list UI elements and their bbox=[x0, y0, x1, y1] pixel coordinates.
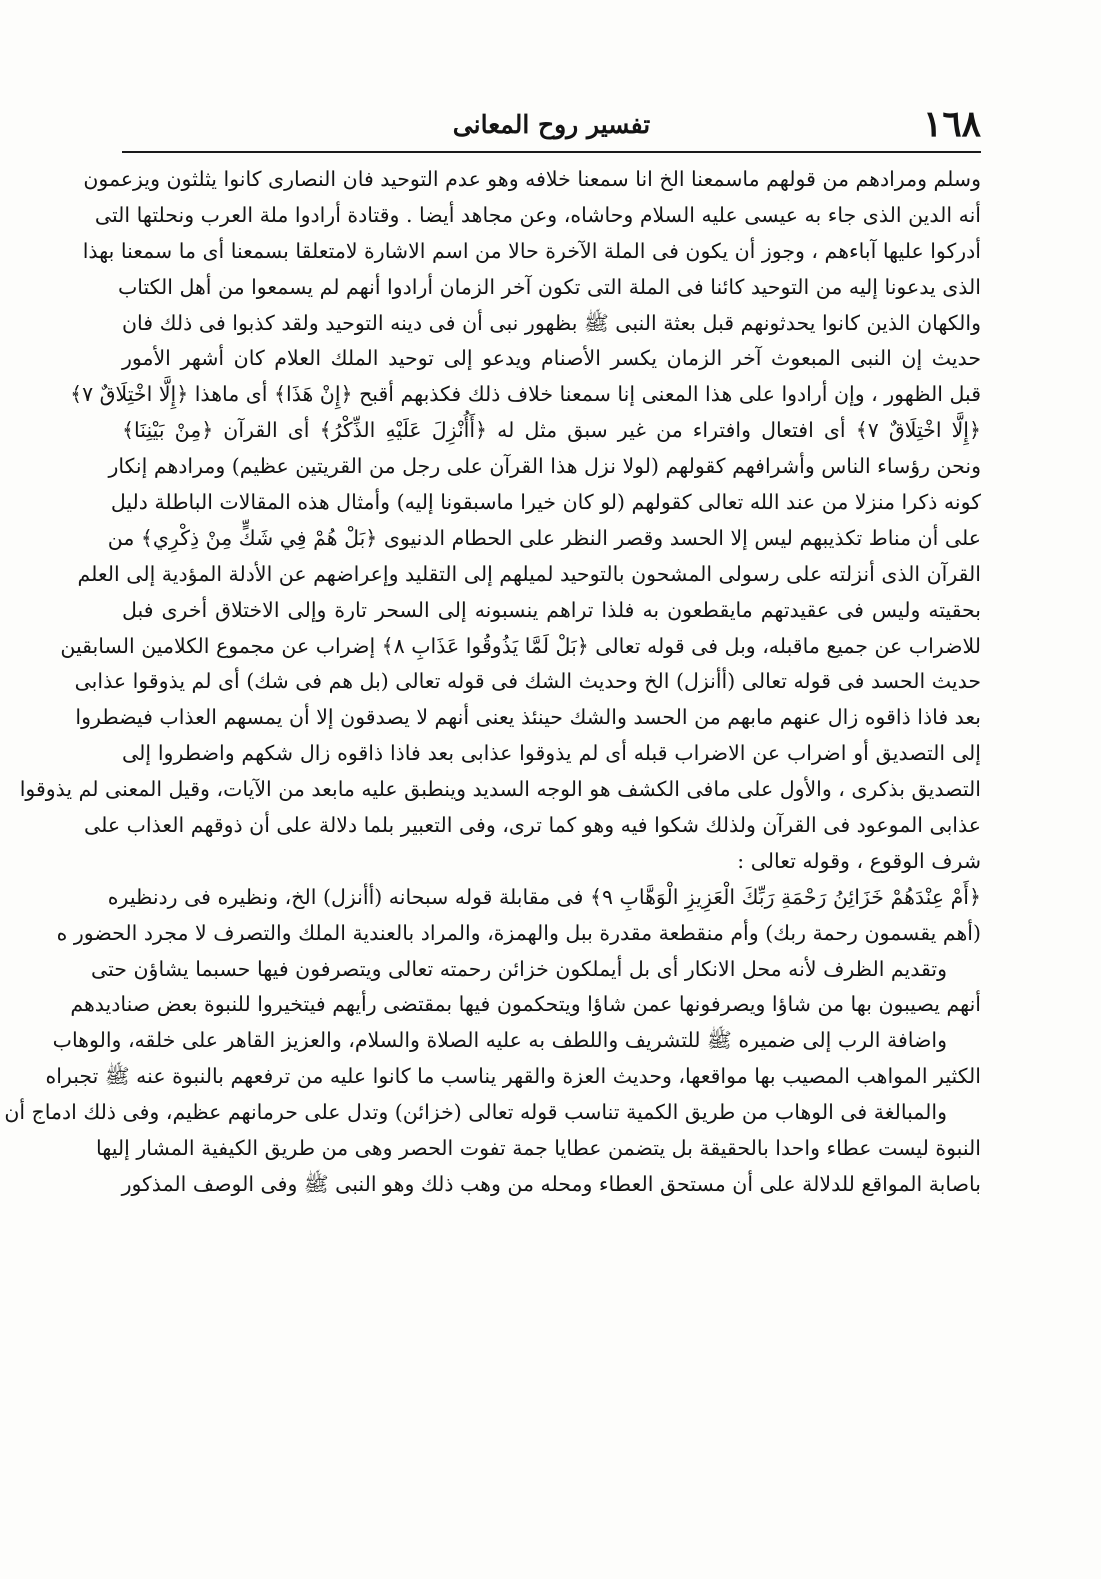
text-line: بحقيته وليس فى عقيدتهم مايقطعون به فلذا تراهم ينسبونه إلى السحر تارة وإلى الاختلاق أخرى فبل bbox=[122, 597, 981, 622]
text-line: والمبالغة فى الوهاب من طريق الكمية تناسب قوله تعالى (خزائن) وتدل على حرمانهم عظيم، وفى ذلك ادماج أن bbox=[4, 1100, 947, 1125]
text-line: على أن مناط تكذيبهم ليس إلا الحسد وقصر النظر على الحطام الدنيوى ﴿بَلْ هُمْ فِي شَكٍّ مِنْ ذِكْرِي﴾ من bbox=[107, 525, 981, 550]
text-line: القرآن الذى أنزلته على رسولى المشحون بالتوحيد لميلهم إلى التقليد وإعراضهم عن الأدلة المؤدية إلى العلم bbox=[77, 561, 981, 586]
text-line: أدركوا عليها آباءهم ، وجوز أن يكون فى الملة الآخرة حالا من اسم الاشارة لامتعلقا بسمعنا أى ما سمعنا بهذا bbox=[82, 238, 981, 263]
text-line: بعد فاذا ذاقوه زال عنهم مابهم من الحسد والشك حينئذ يعنى أنهم لا يصدقون إلا أن يمسهم العذاب فيضطروا bbox=[75, 705, 981, 730]
text-line: ونحن رؤساء الناس وأشرافهم كقولهم (لولا نزل هذا القرآن على رجل من القريتين عظيم) ومرادهم إنكار bbox=[108, 454, 981, 479]
text-line: حديث الحسد فى قوله تعالى (أأنزل) الخ وحديث الشك فى قوله تعالى (بل هم فى شك) أى لم يذوقوا عذابى bbox=[74, 669, 981, 694]
text-line: أنه الدين الذى جاء به عيسى عليه السلام وحاشاه، وعن مجاهد أيضا . وقتادة أرادوا ملة العرب ونحلتها التى bbox=[94, 202, 981, 227]
text-line: إلى التصديق أو اضراب عن الاضراب قبله أى لم يذوقوا عذابى بعد فاذا ذاقوه زال شكهم واضطروا إلى bbox=[122, 741, 981, 766]
text-line: (أهم يقسمون رحمة ربك) وأم منقطعة مقدرة ببل والهمزة، والمراد بالعندية الملك والتصرف لا مجرد الحضور ه bbox=[56, 920, 981, 945]
text-line: النبوة ليست عطاء واحدا بالحقيقة بل يتضمن عطايا جمة تفوت الحصر وهى من طريق الكيفية المشار إليها bbox=[96, 1136, 981, 1161]
text-line: أنهم يصيبون بها من شاؤا ويصرفونها عمن شاؤا ويتحكمون فيها بمقتضى رأيهم فيتخيروا للنبوة بعض صناديدهم bbox=[70, 992, 981, 1017]
page-header bbox=[122, 100, 981, 150]
text-line: قبل الظهور ، وإن أرادوا على هذا المعنى إنا سمعنا خلاف ذلك فكذبهم أقبح ﴿إِنْ هَذَا﴾ أى ماهذا ﴿إِلَّا اخْتِلَاقٌ ٧﴾ bbox=[70, 382, 981, 407]
text-line: الذى يدعونا إليه من التوحيد كائنا فى الملة التى تكون آخر الزمان أرادوا أنهم لم يسمعوا من أهل الكتاب bbox=[117, 274, 981, 299]
text-line: واضافة الرب إلى ضميره ﷺ للتشريف واللطف به عليه الصلاة والسلام، والعزيز القاهر على خلقه، والوهاب bbox=[52, 1028, 947, 1053]
text-line: شرف الوقوع ، وقوله تعالى : bbox=[737, 848, 981, 873]
page-number: ١٦٨ bbox=[922, 103, 981, 145]
text-line: الكثير المواهب المصيب بها مواقعها، وحديث العزة والقهر يناسب ما كانوا عليه من ترفعهم بالنبوة عنه ﷺ تجبراه bbox=[45, 1064, 981, 1089]
text-line: وسلم ومرادهم من قولهم ماسمعنا الخ انا سمعنا خلافه وهو عدم التوحيد فان النصارى كانوا يثلثون ويزعمون bbox=[83, 167, 981, 191]
text-line: والكهان الذين كانوا يحدثونهم قبل بعثة النبى ﷺ بظهور نبى أن فى دينه التوحيد ولقد كذبوا فى ذلك فان bbox=[122, 310, 981, 335]
text-line: وتقديم الظرف لأنه محل الانكار أى بل أيملكون خزائن رحمته تعالى ويتصرفون فيها حسبما يشاؤن حتى bbox=[91, 956, 947, 981]
running-title: تفسير روح المعانى bbox=[452, 110, 651, 139]
body-text bbox=[4, 162, 981, 1203]
text-line: كونه ذكرا منزلا من عند الله تعالى كقولهم (لو كان خيرا ماسبقونا إليه) وأمثال هذه المقالات الباطلة دليل bbox=[110, 490, 981, 515]
text-line: عذابى الموعود فى القرآن ولذلك شكوا فيه وهو كما ترى، وفى التعبير بلما دلالة على أن ذوقهم العذاب على bbox=[84, 813, 981, 838]
text-line: للاضراب عن جميع ماقبله، وبل فى قوله تعالى ﴿بَلْ لَمَّا يَذُوقُوا عَذَابِ ٨﴾ إضراب عن مجموع الكلامين السابقين bbox=[60, 633, 981, 658]
header-rule bbox=[122, 151, 981, 153]
text-line: باصابة المواقع للدلالة على أن مستحق العطاء ومحله من وهب ذلك وهو النبى ﷺ وفى الوصف المذكور bbox=[121, 1171, 981, 1196]
text-line: حديث إن النبى المبعوث آخر الزمان يكسر الأصنام ويدعو إلى توحيد الملك العلام كان أشهر الأمور bbox=[122, 346, 981, 371]
text-line: ﴿إِلَّا اخْتِلَاقٌ ٧﴾ أى افتعال وافتراء من غير سبق مثل له ﴿أَأُنْزِلَ عَلَيْهِ الذِّكْرُ﴾ أى القرآن ﴿مِنْ بَيْنِنَا﴾ bbox=[122, 418, 981, 443]
text-line: التصديق بذكرى ، والأول على مافى الكشف هو الوجه السديد وينطبق عليه مابعد من الآيات، وقيل المعنى لم يذوقوا bbox=[19, 777, 981, 802]
text-line: ﴿أَمْ عِنْدَهُمْ خَزَائِنُ رَحْمَةِ رَبِّكَ الْعَزِيزِ الْوَهَّابِ ٩﴾ فى مقابلة قوله سبحانه (أأنزل) الخ، ونظيره فى ردنظيره bbox=[107, 884, 981, 909]
